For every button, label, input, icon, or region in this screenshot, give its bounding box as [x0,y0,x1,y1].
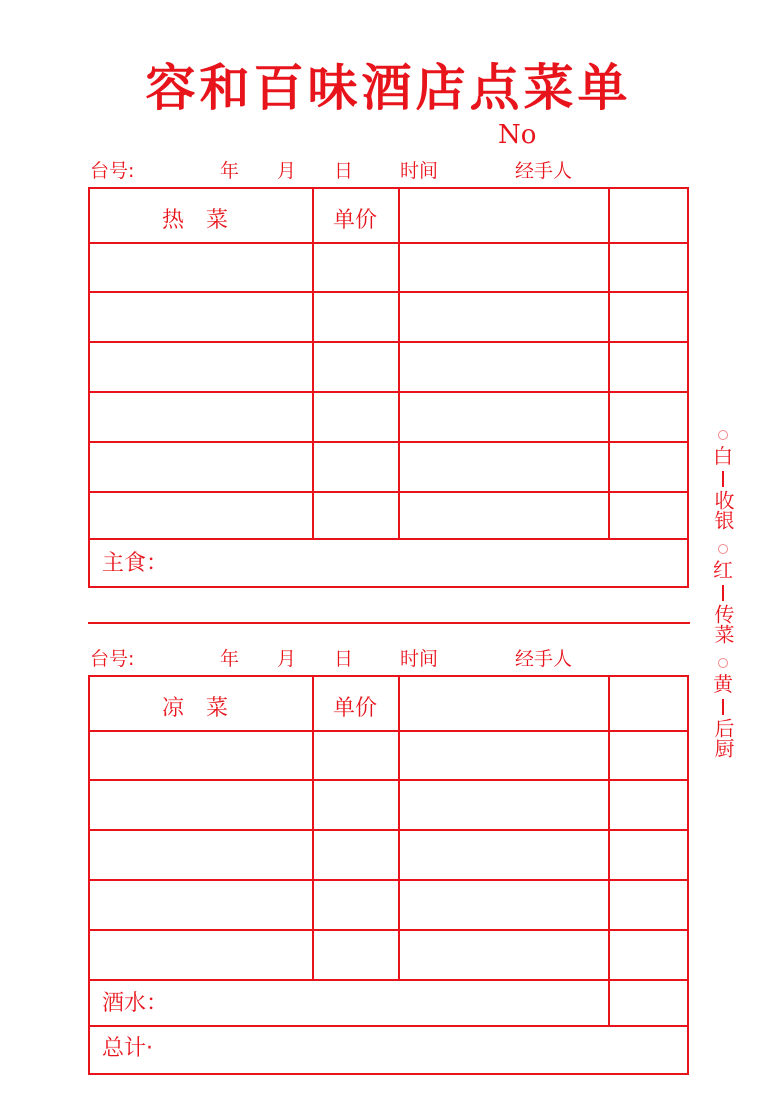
dash-icon [722,585,724,601]
table-number-label: 台号: [90,648,135,670]
month-label: 月 [277,160,297,182]
dash-icon [722,471,724,487]
time-label: 时间 [400,160,439,182]
unit-price-column-header: 单价 [333,696,378,721]
form-title: 容和百味酒店点菜单 [145,58,632,117]
time-label: 时间 [400,648,439,670]
table-row-line [90,538,687,540]
copy-color: 黄 [713,672,733,696]
dash-icon [722,699,724,715]
table-number-label: 台号: [90,160,135,182]
staple-food-label: 主食： [102,551,169,576]
tear-off-separator [88,622,690,624]
unit-price-column-header: 单价 [333,208,378,233]
manager-label: 经手人 [515,160,573,182]
legend-item [710,430,736,530]
month-label: 月 [277,648,297,670]
table-row-line [90,391,687,393]
table-row-line [90,491,687,493]
table-row-line [90,879,687,881]
manager-label: 经手人 [515,648,573,670]
table-row-line [90,829,687,831]
hot-dish-column-header: 热 菜 [162,208,229,233]
grand-total-label: 总计· [102,1036,153,1061]
legend-item [710,544,736,644]
copy-color: 白 [713,444,733,468]
copy-destination: 后厨 [711,718,735,758]
table-row-line [90,291,687,293]
copy-color: 红 [713,558,733,582]
cold-dishes-table [88,675,689,1075]
drinks-label: 酒水： [102,991,169,1016]
legend-item [710,658,736,758]
year-label: 年 [220,648,240,670]
table-row-line [90,242,687,244]
copy-distribution-legend [710,430,736,772]
table-row-line [90,441,687,443]
circle-icon [718,544,728,554]
table-row-line [90,779,687,781]
serial-number-label: No [498,120,537,150]
table-row-line [90,730,687,732]
table-row-line [90,341,687,343]
copy-destination: 收银 [711,490,735,530]
hot-dishes-table [88,187,689,588]
day-label: 日 [334,648,354,670]
circle-icon [718,658,728,668]
circle-icon [718,430,728,440]
copy-destination: 传菜 [711,604,735,644]
cold-dish-column-header: 凉 菜 [162,696,229,721]
year-label: 年 [220,160,240,182]
table-row-line [90,1025,687,1027]
table-row-line [90,929,687,931]
day-label: 日 [334,160,354,182]
table-row-line [90,979,687,981]
